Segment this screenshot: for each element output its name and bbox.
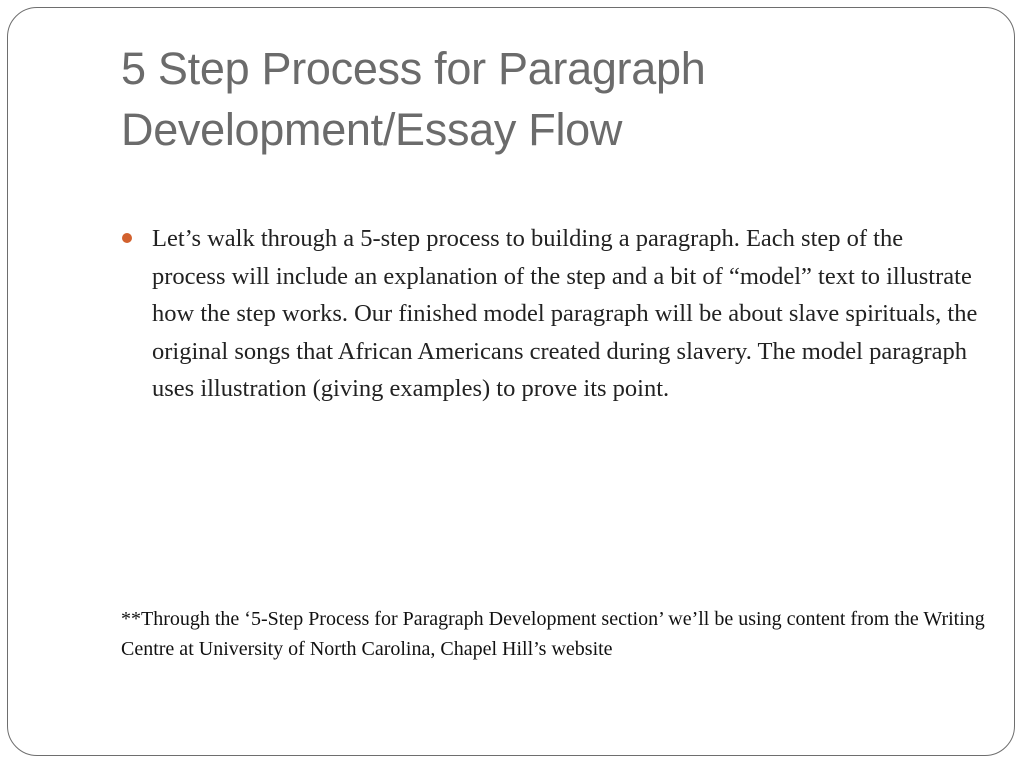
slide bbox=[7, 7, 1015, 756]
bullet-dot-icon bbox=[122, 233, 132, 243]
footnote: **Through the ‘5-Step Process for Paragraph Development section’ we’ll be using content from the Writing Centre at University of North Carolina, Chapel Hill’s website bbox=[121, 608, 985, 660]
bullet-list bbox=[121, 220, 981, 408]
slide-title: 5 Step Process for Paragraph Development/Essay Flow bbox=[121, 43, 706, 155]
bullet-text: Let’s walk through a 5-step process to building a paragraph. Each step of the process will include an explanation of the step and a bit of “model” text to illustrate how the step works. Our finished model paragraph will be about slave spirituals, the original songs that African Americans created during slavery. The model paragraph uses illustration (giving examples) to prove its point. bbox=[152, 225, 978, 403]
bullet-item bbox=[121, 220, 981, 408]
